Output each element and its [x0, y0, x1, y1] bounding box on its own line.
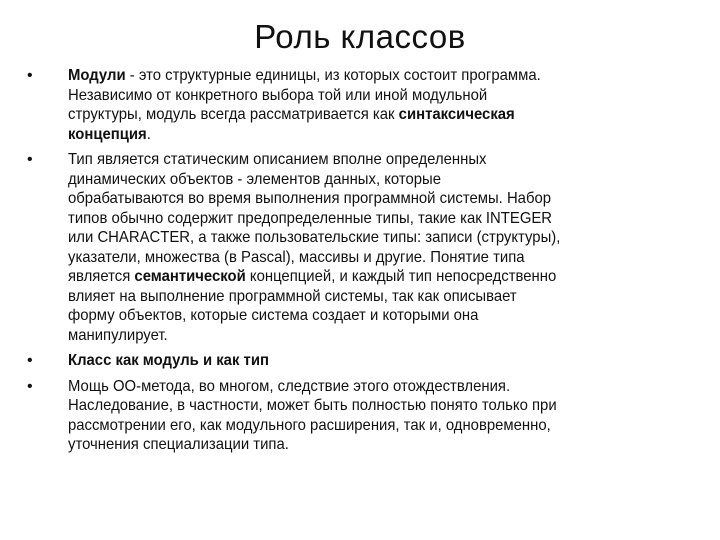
text-line [68, 248, 674, 268]
bold-term: семантической [134, 268, 246, 285]
text-line [68, 105, 674, 125]
bullet-item [0, 351, 720, 371]
text-line [68, 377, 674, 397]
text-segment: Наследование, в частности, может быть полностью понято только при [68, 397, 557, 414]
bullet-marker: • [27, 151, 33, 168]
text-segment: влияет на выполнение программной системы, так как описывает [68, 287, 517, 305]
text-line [68, 125, 674, 145]
bullet-marker: • [27, 67, 33, 84]
bullet-item [0, 66, 720, 144]
text-line [68, 435, 674, 455]
text-segment: концепцией, и каждый тип непосредственно [245, 268, 557, 285]
text-line [68, 267, 674, 287]
text-line [68, 170, 674, 190]
bullet-list [0, 66, 720, 461]
text-segment: Тип является статическим описанием вполне определенных [68, 151, 487, 168]
text-segment: обрабатываются во время выполнения программной системы. Набор [68, 190, 552, 207]
text-segment: . [146, 125, 151, 143]
bullet-marker: • [27, 377, 33, 395]
text-line [68, 189, 674, 209]
text-segment: или CHARACTER, а также пользовательские типы: записи (структуры), [68, 229, 561, 246]
bullet-item [0, 150, 720, 345]
text-line [68, 228, 674, 248]
text-segment: манипулирует. [68, 326, 168, 344]
text-segment: Независимо от конкретного выбора той или иной модульной [68, 86, 488, 104]
bullet-marker: • [27, 352, 33, 369]
bullet-item [0, 377, 720, 455]
bold-term: Модули [68, 67, 126, 84]
text-segment: указатели, множества (в Pascal), массивы и другие. Понятие типа [68, 248, 525, 266]
text-segment: рассмотрении его, как модульного расширения, так и, одновременно, [68, 416, 551, 434]
text-line [68, 209, 674, 229]
text-line [68, 86, 674, 106]
text-line [68, 287, 674, 307]
text-line [68, 351, 674, 371]
text-segment: - это структурные единицы, из которых состоит программа. [125, 67, 541, 84]
text-line [68, 416, 674, 436]
text-segment: структуры, модуль всегда рассматривается как [68, 106, 399, 123]
text-segment: Мощь ОО-метода, во многом, следствие этого отождествления. [68, 377, 511, 395]
text-line [68, 306, 674, 326]
text-line [68, 326, 674, 346]
text-segment: типов обычно содержит предопределенные типы, такие как INTEGER [68, 209, 553, 227]
text-segment: динамических объектов - элементов данных, которые [68, 170, 442, 188]
bold-term: Класс как модуль и как тип [68, 352, 269, 369]
text-segment: форму объектов, которые система создает и которыми она [68, 307, 479, 324]
text-segment: уточнения специализации типа. [68, 436, 289, 453]
text-line [68, 150, 674, 170]
text-line [68, 396, 674, 416]
bold-term: синтаксическая [398, 106, 515, 123]
text-line [68, 66, 674, 86]
text-segment: является [68, 268, 135, 285]
slide-title: Роль классов [254, 18, 466, 55]
bold-term: концепция [68, 125, 147, 143]
